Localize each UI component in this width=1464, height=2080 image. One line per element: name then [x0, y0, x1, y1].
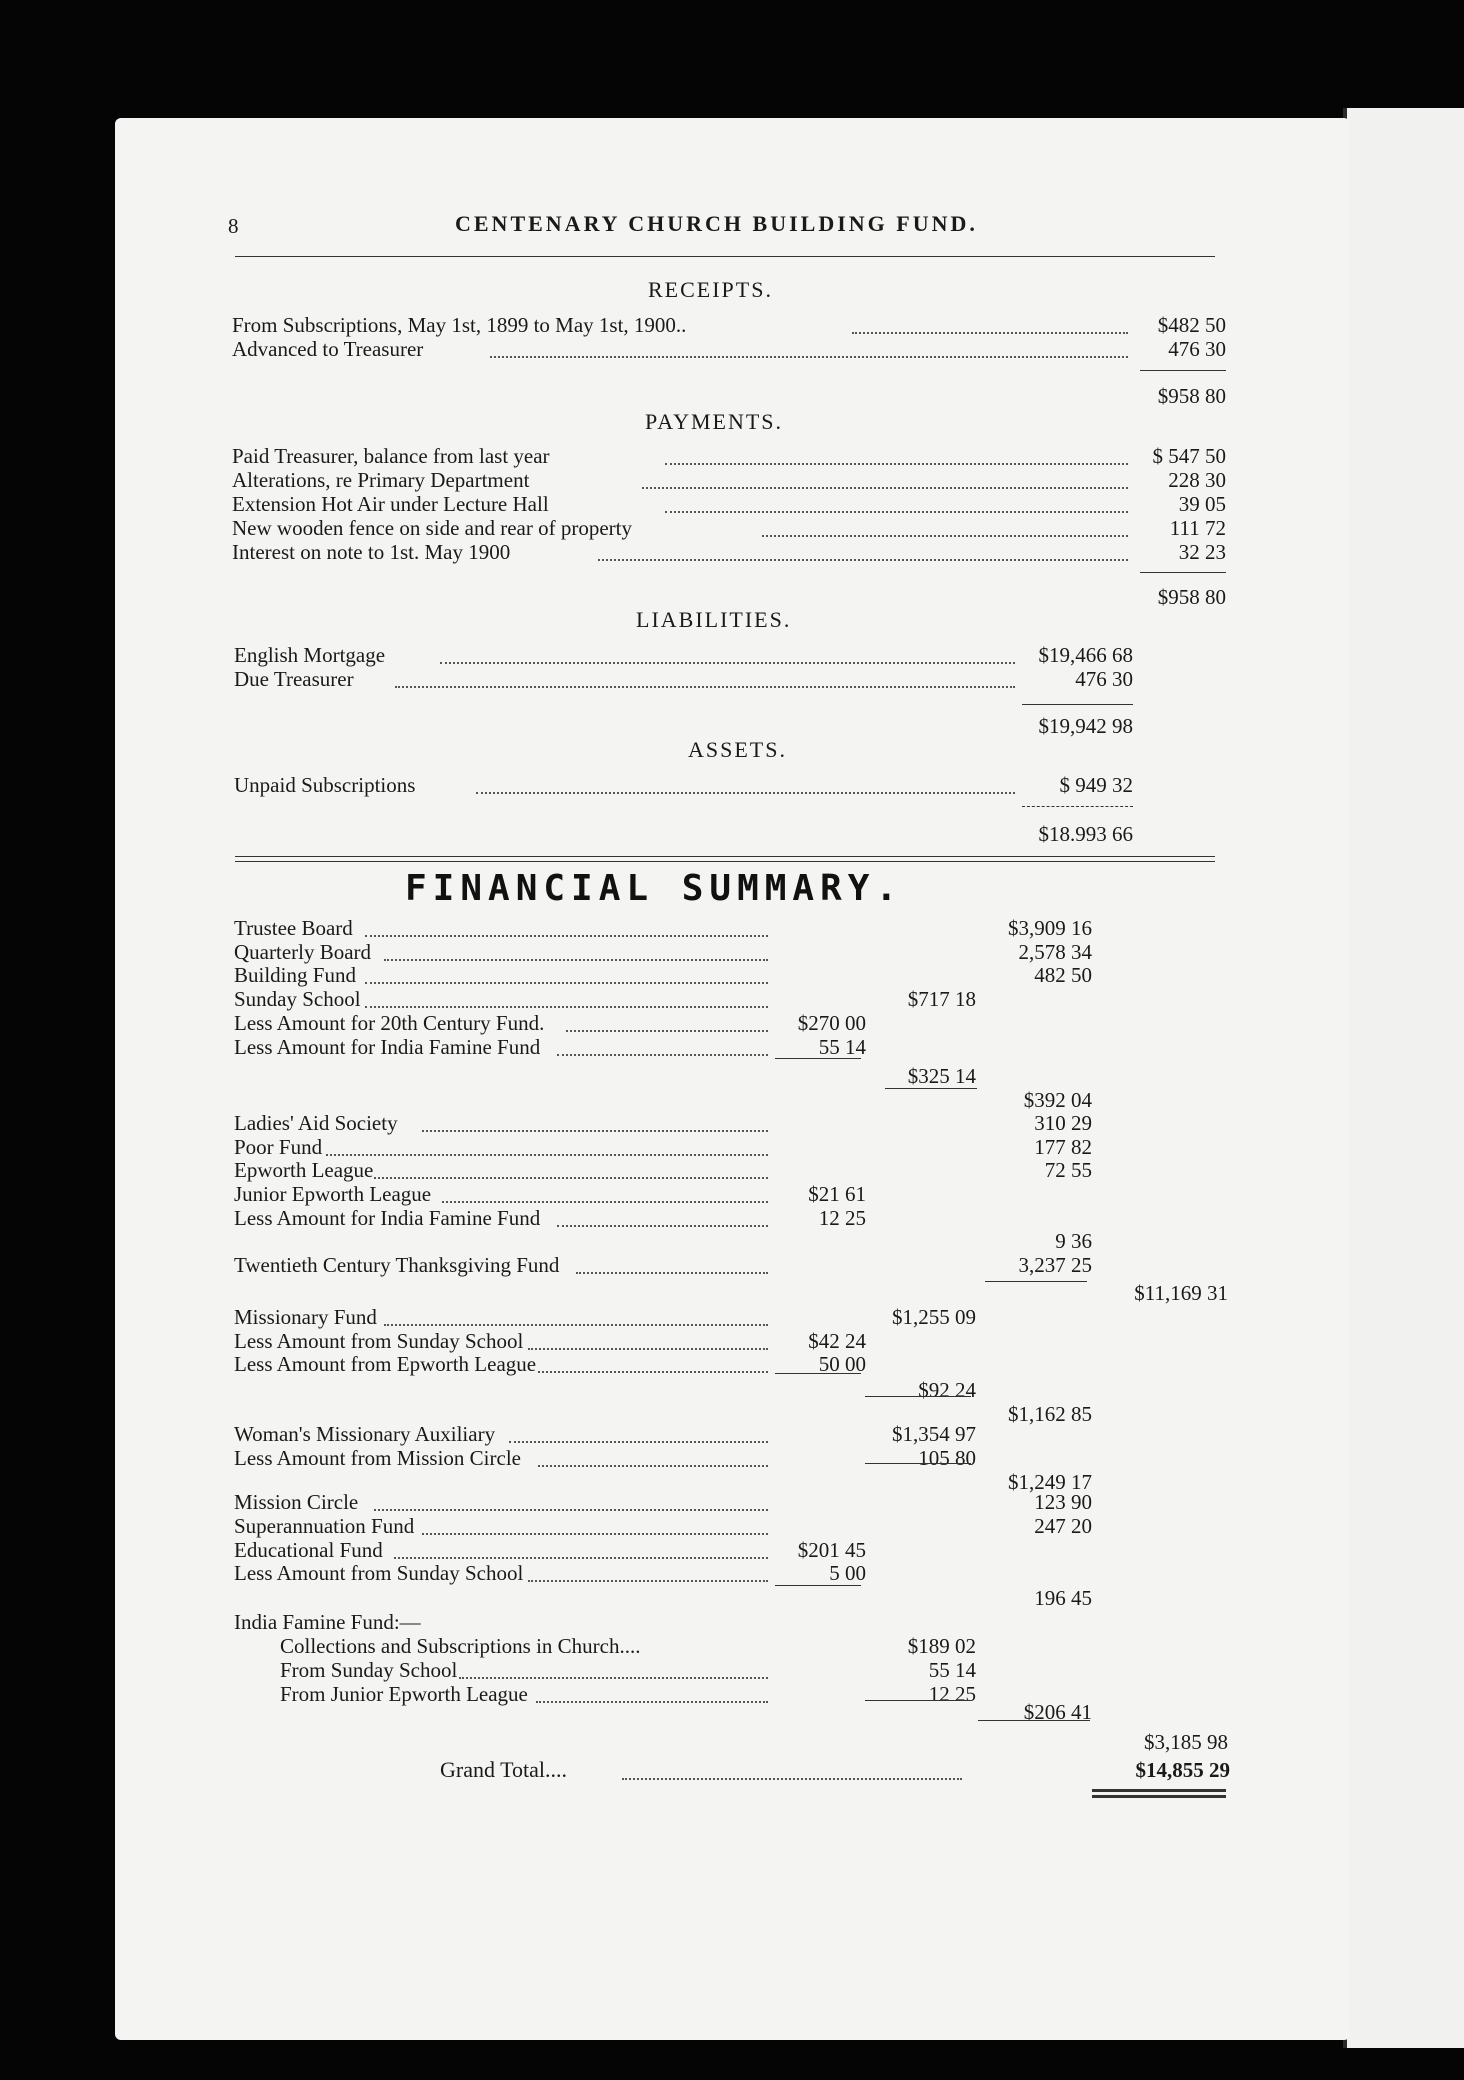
summary-amount-c3: $1,162 85: [1008, 1402, 1092, 1426]
dot-leader: [395, 686, 1015, 688]
receipts-heading: RECEIPTS.: [648, 277, 773, 302]
summary-amount-c3: 310 29: [1034, 1111, 1092, 1135]
sum-rule: [885, 1088, 977, 1089]
liabilities-row-amount: $19,466 68: [1038, 643, 1133, 667]
summary-amount-c3: 9 36: [1055, 1229, 1092, 1253]
summary-row-label: Superannuation Fund: [234, 1514, 415, 1538]
summary-row-label: Less Amount for India Famine Fund: [234, 1206, 541, 1230]
summary-amount-c1: 12 25: [818, 1206, 866, 1230]
sum-rule: [1140, 572, 1226, 573]
sum-rule: [1022, 806, 1133, 807]
summary-amount-c2: $1,354 97: [892, 1422, 976, 1446]
summary-amount-c3: 196 45: [1034, 1586, 1092, 1610]
dot-leader: [665, 511, 1128, 513]
grand-total-amount: $14,855 29: [1135, 1758, 1230, 1782]
dot-leader: [538, 1371, 768, 1373]
dot-leader: [490, 356, 1128, 358]
dot-leader: [536, 1701, 768, 1703]
section-double-rule-bottom: [235, 861, 1215, 862]
summary-amount-c2: 105 80: [918, 1446, 976, 1470]
summary-amount-c3: 2,578 34: [1018, 940, 1092, 964]
summary-row-label: Less Amount from Sunday School: [234, 1561, 524, 1585]
summary-row-label: Quarterly Board: [234, 940, 372, 964]
summary-heading: FINANCIAL SUMMARY.: [405, 868, 904, 909]
sum-rule: [978, 1720, 1090, 1721]
summary-row-label: Woman's Missionary Auxiliary: [234, 1422, 496, 1446]
dot-leader: [442, 1201, 768, 1203]
summary-amount-c1: 50 00: [818, 1352, 866, 1376]
summary-amount-c1: $201 45: [797, 1538, 866, 1562]
dot-leader: [665, 463, 1128, 465]
liabilities-row-label: English Mortgage: [234, 643, 386, 667]
payments-row-label: New wooden fence on side and rear of property: [232, 516, 633, 540]
summary-amount-c3: $392 04: [1023, 1088, 1092, 1112]
dot-leader: [557, 1054, 768, 1056]
dot-leader: [538, 1465, 768, 1467]
summary-amount-c3: $3,909 16: [1008, 916, 1092, 940]
assets-row-label: Unpaid Subscriptions: [234, 773, 416, 797]
summary-amount-c2: $717 18: [907, 987, 976, 1011]
receipts-total: $958 80: [1157, 384, 1226, 408]
summary-amount-c3: 177 82: [1034, 1135, 1092, 1159]
summary-amount-c2: $1,255 09: [892, 1305, 976, 1329]
summary-amount-c4: $3,185 98: [1144, 1730, 1228, 1754]
summary-row-label: Mission Circle: [234, 1490, 359, 1514]
summary-amount-c3: 482 50: [1034, 963, 1092, 987]
payments-row-amount: 111 72: [1169, 516, 1226, 540]
sum-rule: [775, 1373, 861, 1374]
summary-row-label: Less Amount from Epworth League: [234, 1352, 537, 1376]
summary-amount-c2: 55 14: [928, 1658, 976, 1682]
dot-leader: [374, 1509, 768, 1511]
payments-row-label: Paid Treasurer, balance from last year: [232, 444, 550, 468]
dot-leader: [422, 1130, 768, 1132]
liabilities-row-label: Due Treasurer: [234, 667, 354, 691]
summary-amount-c2: 12 25: [928, 1682, 976, 1706]
dot-leader: [326, 1154, 768, 1156]
payments-row-label: Extension Hot Air under Lecture Hall: [232, 492, 549, 516]
dot-leader: [622, 1778, 962, 1780]
summary-row-label: From Junior Epworth League: [280, 1682, 528, 1706]
payments-row-amount: 32 23: [1178, 540, 1226, 564]
dot-leader: [528, 1348, 768, 1350]
summary-row-label: Epworth League: [234, 1158, 374, 1182]
assets-total: $18.993 66: [1038, 822, 1133, 846]
summary-amount-c1: $42 24: [808, 1329, 866, 1353]
summary-amount-c2: $189 02: [907, 1634, 976, 1658]
summary-row-label: Ladies' Aid Society: [234, 1111, 398, 1135]
summary-amount-c3: 247 20: [1034, 1514, 1092, 1538]
summary-amount-c1: $270 00: [797, 1011, 866, 1035]
summary-row-label: Collections and Subscriptions in Church....: [280, 1634, 641, 1658]
summary-row-label: Less Amount from Sunday School: [234, 1329, 524, 1353]
payments-row-amount: 228 30: [1168, 468, 1226, 492]
summary-row-label: Building Fund: [234, 963, 356, 987]
receipts-row-amount: 476 30: [1168, 337, 1226, 361]
payments-total: $958 80: [1157, 585, 1226, 609]
assets-row-amount: $ 949 32: [1059, 773, 1133, 797]
dot-leader: [476, 792, 1015, 794]
dot-leader: [642, 487, 1128, 489]
receipts-row-label: Advanced to Treasurer: [232, 337, 424, 361]
dot-leader: [762, 535, 1128, 537]
payments-row-label: Interest on note to 1st. May 1900: [232, 540, 511, 564]
summary-row-label: Twentieth Century Thanksgiving Fund: [234, 1253, 560, 1277]
summary-amount-c3: $206 41: [1023, 1700, 1092, 1724]
page-number: 8: [228, 214, 239, 238]
sum-rule: [865, 1396, 971, 1397]
summary-row-label: Less Amount for India Famine Fund: [234, 1035, 541, 1059]
summary-amount-c4: $11,169 31: [1134, 1281, 1228, 1305]
summary-row-label: Less Amount from Mission Circle: [234, 1446, 521, 1470]
liabilities-row-amount: 476 30: [1075, 667, 1133, 691]
payments-row-amount: $ 547 50: [1152, 444, 1226, 468]
summary-row-label: Poor Fund: [234, 1135, 323, 1159]
grand-total-rule: [1092, 1789, 1226, 1792]
summary-row-label: Sunday School: [234, 987, 361, 1011]
dot-leader: [528, 1580, 768, 1582]
summary-row-label: Missionary Fund: [234, 1305, 377, 1329]
adjacent-page-edge: [1343, 108, 1464, 2048]
dot-leader: [394, 1557, 768, 1559]
sum-rule: [1140, 370, 1226, 371]
liabilities-heading: LIABILITIES.: [636, 607, 792, 632]
header-rule: [235, 256, 1215, 257]
payments-heading: PAYMENTS.: [645, 409, 784, 434]
dot-leader: [384, 1324, 768, 1326]
summary-row-label: Educational Fund: [234, 1538, 383, 1562]
summary-amount-c3: 72 55: [1044, 1158, 1092, 1182]
summary-row-label: Less Amount for 20th Century Fund.: [234, 1011, 545, 1035]
dot-leader: [576, 1272, 768, 1274]
summary-amount-c1: 55 14: [818, 1035, 866, 1059]
dot-leader: [459, 1677, 768, 1679]
receipts-row-label: From Subscriptions, May 1st, 1899 to May 1st, 1900..: [232, 313, 687, 337]
dot-leader: [509, 1441, 768, 1443]
dot-leader: [374, 1177, 768, 1179]
dot-leader: [440, 662, 1015, 664]
sum-rule: [985, 1281, 1087, 1282]
dot-leader: [598, 559, 1128, 561]
summary-row-label: India Famine Fund:—: [234, 1610, 421, 1634]
dot-leader: [566, 1030, 768, 1032]
sum-rule: [1022, 704, 1133, 705]
summary-amount-c3: $1,249 17: [1008, 1470, 1092, 1494]
section-double-rule-top: [235, 856, 1215, 857]
dot-leader: [557, 1225, 768, 1227]
summary-amount-c1: 5 00: [829, 1561, 866, 1585]
summary-row-label: From Sunday School: [280, 1658, 458, 1682]
receipts-row-amount: $482 50: [1157, 313, 1226, 337]
summary-row-label: Junior Epworth League: [234, 1182, 432, 1206]
dot-leader: [365, 935, 768, 937]
sum-rule: [775, 1058, 861, 1059]
assets-heading: ASSETS.: [688, 737, 787, 762]
summary-amount-c2: $92 24: [918, 1378, 976, 1402]
dot-leader: [365, 982, 768, 984]
dot-leader: [384, 959, 768, 961]
summary-row-label: Trustee Board: [234, 916, 353, 940]
summary-amount-c1: $21 61: [808, 1182, 866, 1206]
dot-leader: [852, 332, 1128, 334]
summary-amount-c3: 123 90: [1034, 1490, 1092, 1514]
dot-leader: [365, 1006, 768, 1008]
sum-rule: [775, 1585, 861, 1586]
dot-leader: [422, 1533, 768, 1535]
summary-amount-c3: 3,237 25: [1018, 1253, 1092, 1277]
summary-amount-c2: $325 14: [907, 1064, 976, 1088]
sum-rule: [865, 1700, 971, 1701]
payments-row-amount: 39 05: [1178, 492, 1226, 516]
sum-rule: [865, 1463, 971, 1464]
grand-total-rule: [1092, 1795, 1226, 1798]
grand-total-label: Grand Total....: [440, 1757, 567, 1782]
liabilities-total: $19,942 98: [1038, 714, 1133, 738]
page-title: CENTENARY CHURCH BUILDING FUND.: [455, 211, 978, 236]
payments-row-label: Alterations, re Primary Department: [232, 468, 530, 492]
